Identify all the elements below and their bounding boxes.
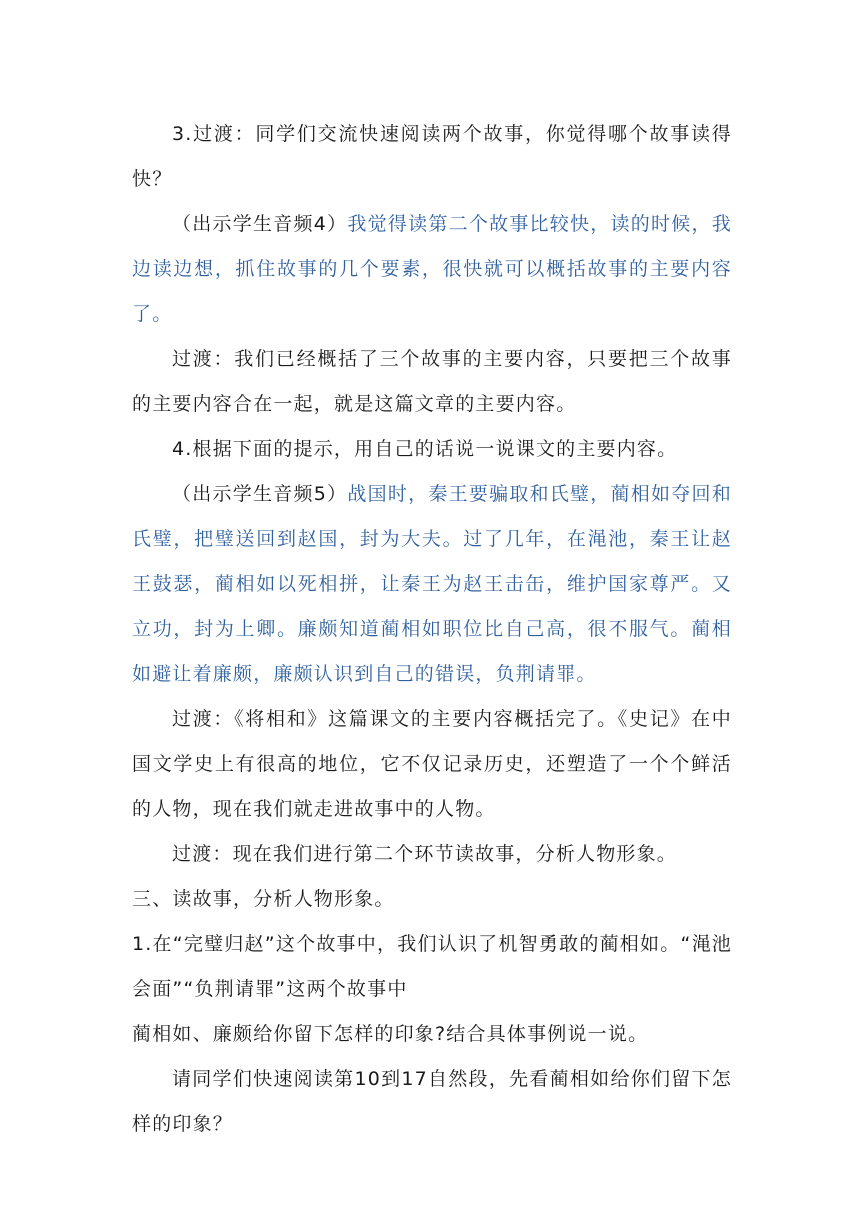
paragraph-audio-5 — [132, 472, 732, 697]
paragraph-audio-4 — [132, 202, 732, 337]
paragraph-question-1: 1.在“完璧归赵”这个故事中，我们认识了机智勇敢的蔺相如。“渑池会面”“负荆请罪”这两个故事中 — [132, 933, 732, 1000]
audio-5-label: （出示学生音频5） — [172, 483, 348, 505]
paragraph-transition-shiji: 过渡：《将相和》这篇课文的主要内容概括完了。《史记》在中国文学史上有很高的地位，它不仅记录历史，还塑造了一个个鲜活的人物，现在我们就走进故事中的人物。 — [132, 708, 732, 820]
audio-4-label: （出示学生音频4） — [172, 213, 348, 235]
audio-5-transcript: 战国时，秦王要骗取和氏璧，蔺相如夺回和氏璧，把璧送回到赵国，封为大夫。过了几年，在渑池，秦王让赵王鼓瑟，蔺相如以死相拼，让秦王为赵王击缶，维护国家尊严。又立功，封为上卿。廉颇知道蔺相如职位比自己高，很不服气。蔺相如避让着廉颇，廉颇认识到自己的错误，负荆请罪。 — [132, 483, 732, 685]
paragraph-transition-second-step: 过渡：现在我们进行第二个环节读故事，分析人物形象。 — [172, 843, 678, 865]
section-heading-3: 三、读故事，分析人物形象。 — [132, 888, 395, 910]
paragraph-instruction: 请同学们快速阅读第10到17自然段，先看蔺相如给你们留下怎样的印象？ — [132, 1068, 732, 1135]
paragraph-transition-3: 3.过渡：同学们交流快速阅读两个故事，你觉得哪个故事读得快？ — [132, 123, 732, 190]
audio-4-transcript: 我觉得读第二个故事比较快，读的时候，我边读边想，抓住故事的几个要素，很快就可以概括故事的主要内容了。 — [132, 213, 732, 325]
paragraph-step-4: 4.根据下面的提示，用自己的话说一说课文的主要内容。 — [172, 438, 678, 460]
paragraph-question-1-cont: 蔺相如、廉颇给你留下怎样的印象?结合具体事例说一说。 — [132, 1023, 649, 1045]
paragraph-transition-summary: 过渡：我们已经概括了三个故事的主要内容，只要把三个故事的主要内容合在一起，就是这篇文章的主要内容。 — [132, 348, 732, 415]
